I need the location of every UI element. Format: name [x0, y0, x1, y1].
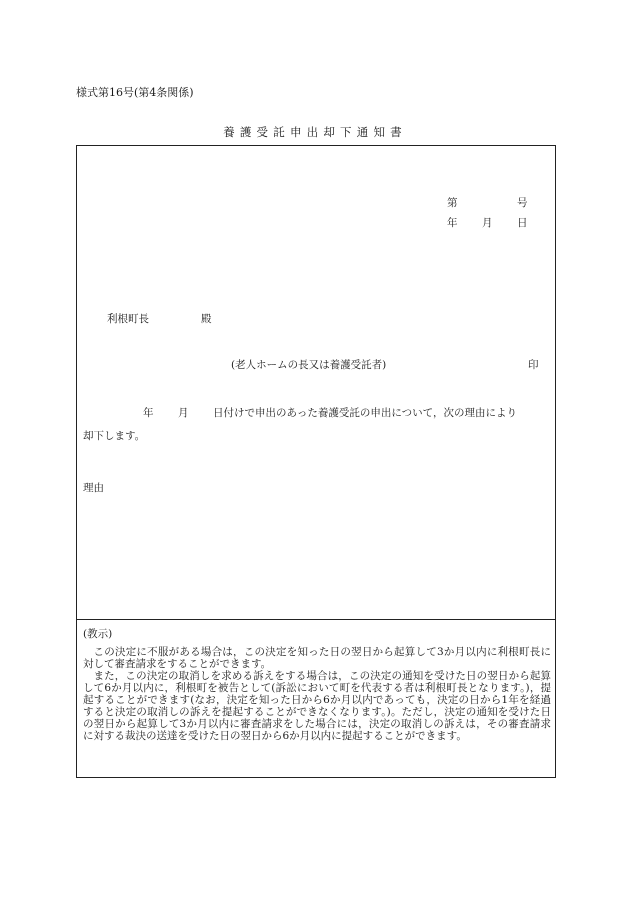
- honorific: 殿: [201, 313, 212, 325]
- form-number-label: 様式第16号(第4条関係): [76, 86, 194, 99]
- date-month: 月: [482, 217, 493, 229]
- body-month: 月: [178, 407, 189, 419]
- seal-mark: 印: [528, 359, 539, 371]
- body-year: 年: [143, 407, 154, 419]
- notice-divider: [77, 619, 555, 620]
- notice-heading: (教示): [83, 628, 113, 640]
- body-text-line2: 却下します。: [83, 430, 146, 442]
- appeal-notice: [83, 628, 551, 742]
- form-frame: [76, 145, 556, 778]
- document-title: 養護受託申出却下通知書: [223, 125, 407, 139]
- reason-label: 理由: [83, 482, 104, 494]
- number-prefix: 第: [447, 197, 458, 209]
- notice-paragraph-1: この決定に不服がある場合は，この決定を知った日の翌日から起算して3か月以内に利根町長に対して審査請求をすることができます。: [83, 646, 551, 670]
- date-day: 日: [517, 217, 528, 229]
- sender-role: (老人ホームの長又は養護受託者): [231, 359, 387, 371]
- addressee: 利根町長: [107, 313, 149, 325]
- number-suffix: 号: [517, 197, 528, 209]
- notice-paragraph-2: また，この決定の取消しを求める訴えをする場合は，この決定の通知を受けた日の翌日から起算して6か月以内に，利根町を被告として(訴訟において町を代表する者は利根町長となります。)，提起することができます(なお，決定を知った日から6か月以内であっても，決定の日から1年を経過すると決定の取消しの訴えを提起することができなくなります。)。ただし，決定の通知を受けた日の翌日から起算して3か月以内に審査請求をした場合には，決定の取消しの訴えは，その審査請求に対する裁決の送達を受けた日の翌日から6か月以内に提起することができます。: [83, 670, 552, 742]
- body-text-line1: 日付けで申出のあった養護受託の申出について，次の理由により: [213, 407, 517, 419]
- date-year: 年: [447, 217, 458, 229]
